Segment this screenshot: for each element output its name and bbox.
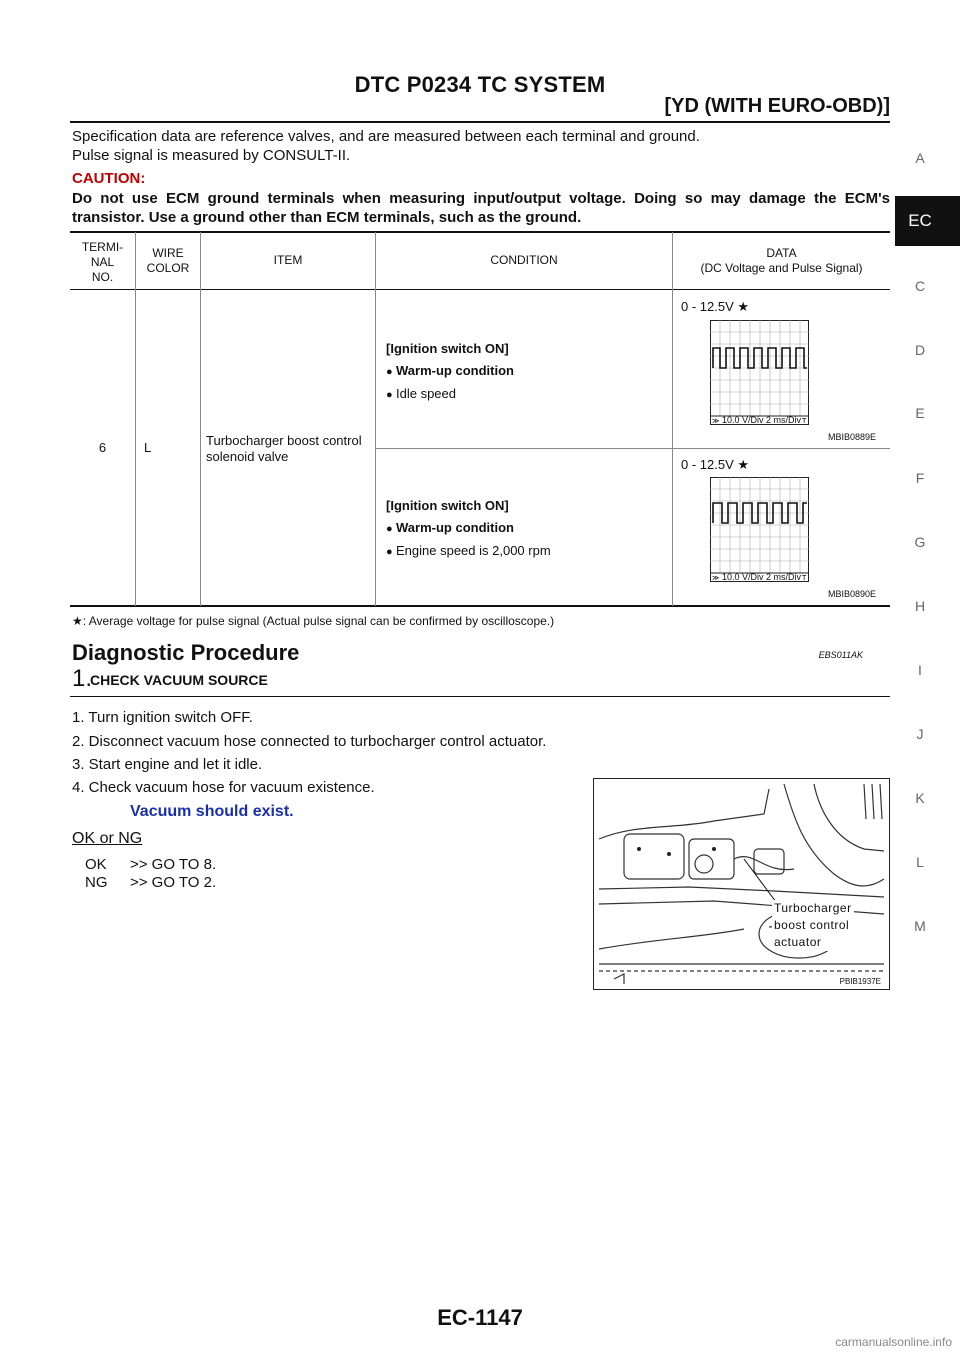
svg-text:T: T — [802, 417, 807, 425]
condition-bullet: ● Warm-up condition — [386, 363, 514, 378]
result-ng — [85, 874, 216, 891]
header-condition: CONDITION — [490, 253, 558, 267]
header-wire-line: WIRE — [152, 246, 184, 260]
step-number: 1. — [72, 665, 93, 692]
watermark: carmanualsonline.info — [835, 1335, 952, 1349]
terminal-number: 6 — [98, 440, 107, 455]
procedure-step-1: 1. Turn ignition switch OFF. — [72, 709, 253, 726]
item-name-line: Turbocharger boost control — [206, 433, 362, 448]
table-bottom-rule — [70, 605, 890, 607]
procedure-step-2: 2. Disconnect vacuum hose connected to turbocharger control actuator. — [72, 733, 547, 750]
table-col-divider — [375, 232, 376, 606]
condition-bullet-text: Engine speed is 2,000 rpm — [396, 543, 551, 558]
header-item: ITEM — [273, 253, 303, 267]
header-terminal — [70, 240, 135, 285]
data-value-text: 0 - 12.5V — [681, 457, 734, 472]
table-col-divider — [135, 232, 136, 606]
condition-bullet-text: Warm-up condition — [396, 363, 514, 378]
header-terminal-line: NAL — [90, 255, 115, 269]
header-terminal-line: TERMI- — [81, 240, 124, 254]
side-index-d[interactable]: D — [914, 342, 926, 358]
condition-bullet-text: Idle speed — [396, 386, 456, 401]
page-number: EC-1147 — [437, 1305, 523, 1330]
actuator-label-line: Turbocharger — [774, 901, 852, 915]
oscilloscope-waveform-2 — [710, 477, 810, 583]
side-index-f[interactable]: F — [915, 470, 925, 486]
figure-code-1: MBIB0889E — [828, 432, 877, 442]
header-wire-line: COLOR — [146, 261, 190, 275]
figure-code-3: PBIB1937E — [839, 977, 881, 986]
data-value-row-1 — [681, 299, 749, 315]
step-title: CHECK VACUUM SOURCE — [90, 672, 268, 688]
engine-bay-drawing — [594, 779, 889, 989]
side-index-ec-tab[interactable] — [895, 196, 960, 246]
condition-bullet: ● Warm-up condition — [386, 520, 514, 535]
item-name-line: solenoid valve — [206, 449, 289, 464]
table-col-divider — [200, 232, 201, 606]
star-icon: ★ — [737, 299, 750, 314]
wire-color: L — [144, 440, 152, 455]
svg-text:≫: ≫ — [712, 574, 720, 582]
result-value[interactable]: >> GO TO 8. — [130, 856, 217, 873]
procedure-step-3: 3. Start engine and let it idle. — [72, 756, 263, 773]
caution-title: CAUTION: — [72, 170, 146, 187]
side-index-g[interactable]: G — [914, 534, 926, 550]
condition-row-2 — [386, 498, 551, 560]
table-col-divider — [672, 232, 673, 606]
header-wire-color — [136, 246, 200, 276]
table-header-rule — [70, 289, 890, 290]
footnote-text: : Average voltage for pulse signal (Actual pulse signal can be confirmed by oscilloscope.) — [82, 614, 555, 628]
side-index-i[interactable]: I — [918, 662, 922, 678]
oscilloscope-waveform-1 — [710, 320, 810, 426]
scope-caption-1: 10.0 V/Div 2 ms/Div — [722, 415, 802, 425]
side-index-c[interactable]: C — [914, 278, 926, 294]
section-code: EBS011AK — [818, 650, 863, 660]
result-key: NG — [85, 874, 108, 891]
side-index-h[interactable]: H — [914, 598, 926, 614]
result-value[interactable]: >> GO TO 2. — [130, 874, 217, 891]
header-rule — [70, 121, 890, 123]
condition-title: [Ignition switch ON] — [386, 341, 509, 356]
condition-bullet: ● Engine speed is 2,000 rpm — [386, 543, 551, 558]
star-icon: ★ — [72, 614, 83, 628]
side-index-j[interactable]: J — [916, 726, 924, 742]
table-row-rule — [375, 448, 890, 449]
actuator-label — [772, 900, 854, 951]
engine-illustration — [593, 778, 890, 990]
item-name — [206, 433, 362, 465]
table-top-rule — [70, 231, 890, 233]
header-data — [673, 246, 890, 276]
svg-text:≫: ≫ — [712, 417, 720, 425]
page-title: DTC P0234 TC SYSTEM — [354, 72, 606, 97]
procedure-step-4: 4. Check vacuum hose for vacuum existence. — [72, 779, 375, 796]
side-index-ec-label: EC — [908, 211, 932, 230]
condition-bullet: ● Idle speed — [386, 386, 456, 401]
data-value-row-2 — [681, 457, 749, 473]
actuator-label-line: boost control — [774, 918, 850, 932]
intro-line-2: Pulse signal is measured by CONSULT-II. — [72, 147, 351, 164]
step-rule — [70, 696, 890, 697]
star-icon: ★ — [737, 457, 750, 472]
spec-statement: Vacuum should exist. — [130, 803, 294, 820]
result-key: OK — [85, 856, 107, 873]
side-index-k[interactable]: K — [915, 790, 925, 806]
header-data-line: (DC Voltage and Pulse Signal) — [700, 261, 863, 275]
side-index-m[interactable]: M — [914, 918, 926, 934]
side-index-a[interactable]: A — [915, 150, 925, 166]
intro-line-1: Specification data are reference valves, and are measured between each terminal and ground. — [72, 128, 700, 145]
header-terminal-line: NO. — [91, 270, 114, 284]
caution-body: Do not use ECM ground terminals when measuring input/output voltage. Doing so may damage the ECM's transistor. Use a ground other than ECM terminals, such as the ground. — [72, 190, 890, 226]
engine-variant: [YD (WITH EURO-OBD)] — [664, 95, 890, 117]
data-value-text: 0 - 12.5V — [681, 299, 734, 314]
actuator-label-line: actuator — [774, 935, 822, 949]
scope-caption-2: 10.0 V/Div 2 ms/Div — [722, 572, 802, 582]
result-ok — [85, 856, 216, 873]
ok-or-ng-label: OK or NG — [72, 830, 143, 847]
header-data-line: DATA — [766, 246, 797, 260]
condition-row-1 — [386, 341, 514, 403]
svg-text:T: T — [802, 574, 807, 582]
figure-code-2: MBIB0890E — [828, 589, 877, 599]
side-index-e[interactable]: E — [915, 405, 925, 421]
condition-title: [Ignition switch ON] — [386, 498, 509, 513]
section-title: Diagnostic Procedure — [72, 640, 300, 665]
condition-bullet-text: Warm-up condition — [396, 520, 514, 535]
side-index-l[interactable]: L — [916, 854, 924, 870]
table-footnote — [72, 614, 554, 628]
